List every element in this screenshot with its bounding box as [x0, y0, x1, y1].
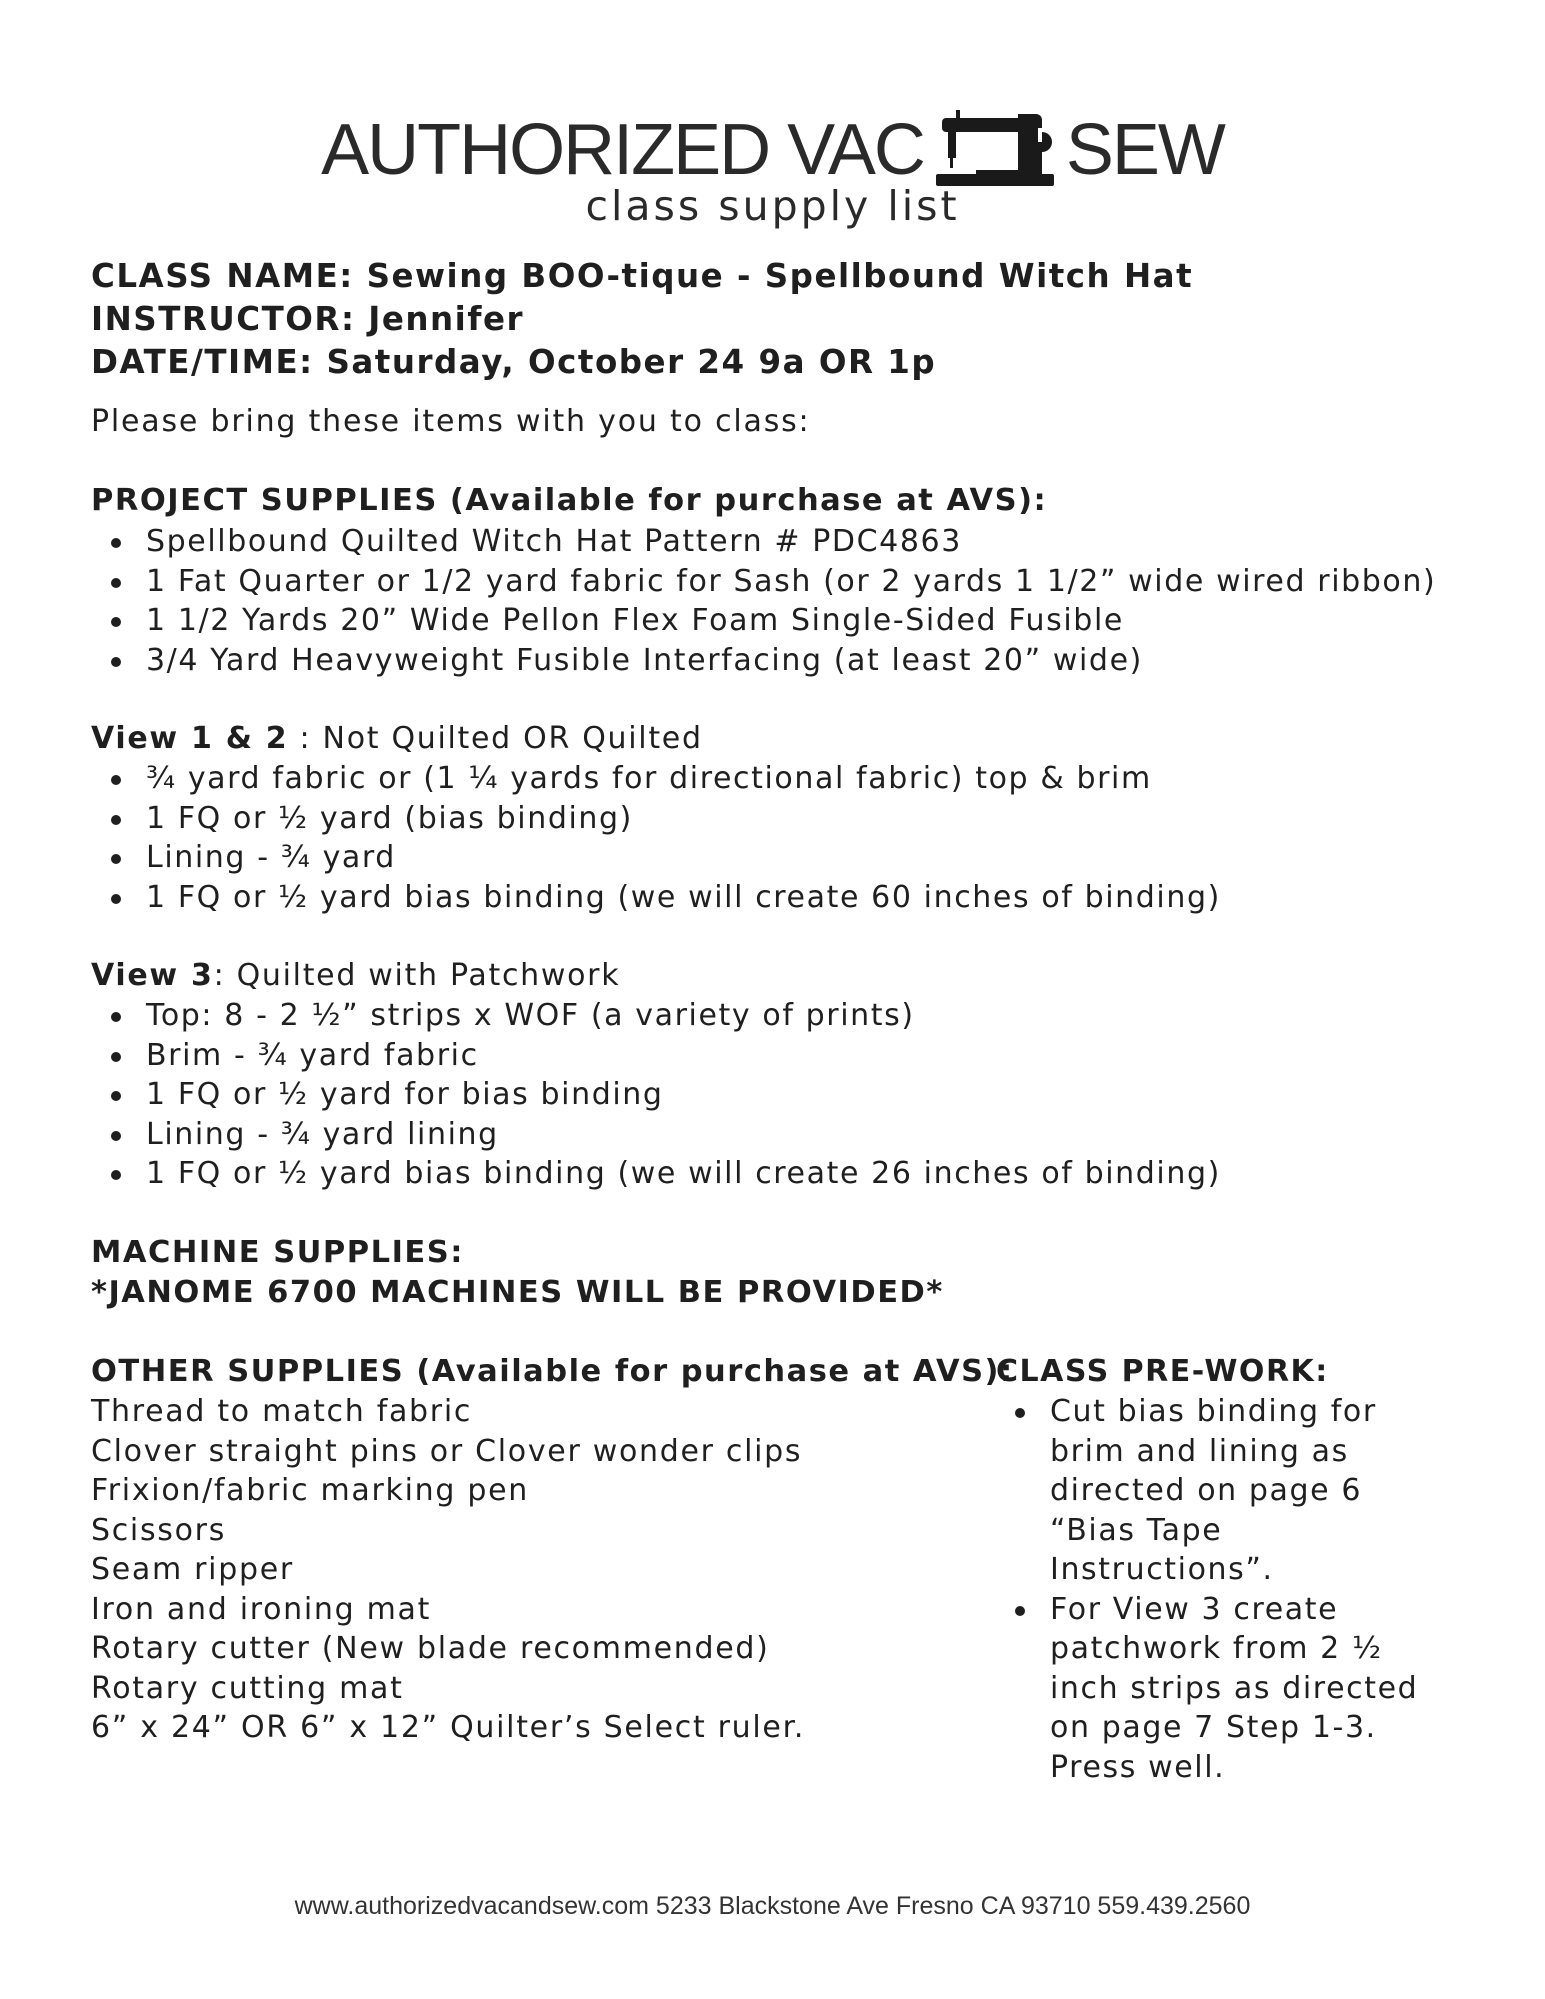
- project-supplies-heading: PROJECT SUPPLIES (Available for purchase at AVS):: [91, 483, 1048, 518]
- date-time: DATE/TIME: Saturday, October 24 9a OR 1p: [91, 343, 937, 381]
- document-subtitle: class supply list: [585, 182, 960, 230]
- list-item: 1 FQ or ½ yard bias binding (we will create 26 inches of binding): [106, 1154, 1221, 1194]
- list-item: 3/4 Yard Heavyweight Fusible Interfacing (at least 20” wide): [106, 641, 1436, 681]
- list-item: 1 FQ or ½ yard (bias binding): [106, 799, 1221, 839]
- view3-label: View 3: [91, 958, 214, 993]
- list-item: Scissors: [91, 1512, 227, 1548]
- machine-supplies-heading: MACHINE SUPPLIES:: [91, 1235, 464, 1270]
- list-item: Spellbound Quilted Witch Hat Pattern # PDC4863: [106, 522, 1436, 562]
- list-item: 1 FQ or ½ yard for bias binding: [106, 1075, 1221, 1115]
- list-item: Cut bias binding for brim and lining as directed on page 6 “Bias Tape Instructions”.: [1010, 1392, 1430, 1590]
- logo-text-right: SEW: [1065, 110, 1224, 190]
- other-supplies-list: [91, 1392, 805, 1748]
- list-item: 1 Fat Quarter or 1/2 yard fabric for Sash (or 2 yards 1 1/2” wide wired ribbon): [106, 562, 1436, 602]
- sewing-machine-icon: [936, 108, 1054, 188]
- logo-text-left: AUTHORIZED VAC: [321, 110, 924, 190]
- intro-text: Please bring these items with you to class:: [91, 404, 811, 439]
- list-item: Top: 8 - 2 ½” strips x WOF (a variety of prints): [106, 996, 1221, 1036]
- other-supplies-heading: OTHER SUPPLIES (Available for purchase at AVS):: [91, 1354, 1014, 1389]
- view12-desc: : Not Quilted OR Quilted: [288, 721, 703, 756]
- list-item: Thread to match fabric: [91, 1394, 473, 1429]
- list-item: Clover straight pins or Clover wonder clips: [91, 1433, 803, 1469]
- view12-list: [106, 759, 1221, 917]
- list-item: Frixion/fabric marking pen: [91, 1473, 529, 1508]
- list-item: 6” x 24” OR 6” x 12” Quilter’s Select ruler.: [91, 1710, 806, 1745]
- list-item: Rotary cutter (New blade recommended): [91, 1631, 770, 1666]
- prework-list: [1010, 1392, 1430, 1787]
- list-item: Iron and ironing mat: [91, 1591, 432, 1627]
- view12-label: View 1 & 2: [91, 721, 289, 756]
- list-item: Lining - ¾ yard lining: [106, 1115, 1221, 1155]
- list-item: Lining - ¾ yard: [106, 838, 1221, 878]
- list-item: Rotary cutting mat: [91, 1670, 404, 1706]
- view3-list: [106, 996, 1221, 1194]
- list-item: 1 FQ or ½ yard bias binding (we will create 60 inches of binding): [106, 878, 1221, 918]
- machine-note: *JANOME 6700 MACHINES WILL BE PROVIDED*: [91, 1275, 944, 1310]
- list-item: 1 1/2 Yards 20” Wide Pellon Flex Foam Single-Sided Fusible: [106, 601, 1436, 641]
- instructor: INSTRUCTOR: Jennifer: [91, 300, 525, 338]
- list-item: Brim - ¾ yard fabric: [106, 1036, 1221, 1076]
- view3-heading: [91, 956, 620, 996]
- list-item: ¾ yard fabric or (1 ¼ yards for directional fabric) top & brim: [106, 759, 1221, 799]
- list-item: For View 3 create patchwork from 2 ½ inch strips as directed on page 7 Step 1-3. Press well.: [1010, 1590, 1430, 1788]
- project-supplies-list: [106, 522, 1436, 680]
- class-name: CLASS NAME: Sewing BOO-tique - Spellbound Witch Hat: [91, 257, 1194, 295]
- view12-heading: [91, 719, 703, 759]
- list-item: Seam ripper: [91, 1552, 294, 1587]
- view3-desc: : Quilted with Patchwork: [213, 958, 621, 993]
- footer-contact: www.authorizedvacandsew.com 5233 Blackstone Ave Fresno CA 93710 559.439.2560: [294, 1892, 1251, 1920]
- prework-heading: CLASS PRE-WORK:: [996, 1354, 1329, 1389]
